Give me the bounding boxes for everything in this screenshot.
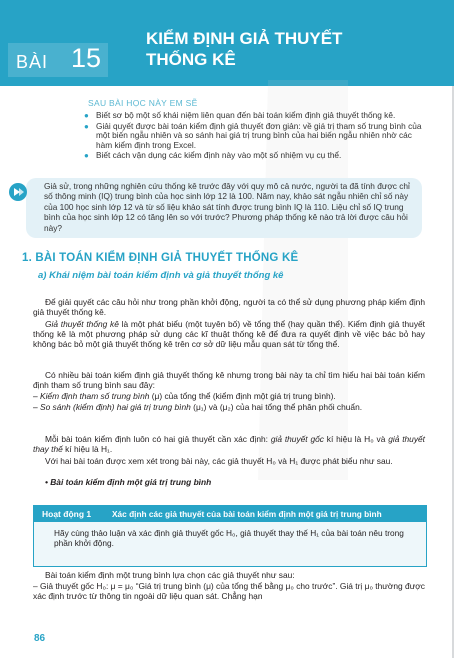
subsection-title: a) Khái niệm bài toán kiểm định và giả thuyết thống kê [38,270,284,281]
paragraph-5 [33,402,425,412]
after-paragraph-1: Bài toán kiểm định một trung bình lựa chọn các giả thuyết như sau: [45,570,295,580]
paragraph-6-text-b: kí hiệu là H₀ và [323,434,389,444]
paragraph-4-text: (μ) của tổng thể (kiểm định một giá trị trung bình). [149,391,336,401]
objective-text: Giải quyết được bài toán kiểm định giả thuyết đơn giản: về giá trị tham số trung bình của một biến ngẫu nhiên và so sánh hai giá trị trung bình của hai biến ngẫu nhiên nhờ các hàm kiểm định trong Excel. [96,120,422,150]
bullet-icon: ● [84,151,89,161]
objective-text: Biết sơ bộ một số khái niệm liên quan đến bài toán kiểm định giả thuyết thống kê. [96,110,396,120]
lesson-title-line1: KIỂM ĐỊNH GIẢ THUYẾT [146,29,343,48]
paragraph-6-text-a: Mỗi bài toán kiểm định luôn có hai giả thuyết cần xác định: [45,434,271,444]
paragraph-3: Có nhiều bài toán kiểm định giả thuyết thống kê nhưng trong bài này ta chỉ tìm hiểu hai bài toán kiểm định tham số trung bình sau đây: [33,370,425,391]
paragraph-5-text: (μ₁) và (μ₂) của hai tổng thể phân phối chuẩn. [190,402,363,412]
warmup-icon [8,182,28,202]
objectives-list [84,111,424,162]
lesson-title [146,28,426,70]
objective-item [84,151,424,161]
section-title: 1. BÀI TOÁN KIỂM ĐỊNH GIẢ THUYẾT THỐNG KÊ [22,252,299,264]
objective-item [84,111,424,121]
objective-item [84,122,424,151]
after-paragraph-2: – Giả thuyết gốc H₀: μ = μ₀ “Giá trị trung bình (μ) của tổng thể bằng μ₀ cho trước”. Giá trị μ₀ thường được xác định trước từ thông tin ngoài dữ liệu quan sát. Chẳng hạn [33,581,425,602]
term-statistical-hypothesis: Giả thuyết thống kê [45,319,119,329]
activity-label: Hoạt động 1 [42,509,92,519]
activity-box [33,505,427,567]
paragraph-4 [33,391,425,401]
term-compare-means: – So sánh (kiểm định) hai giá trị trung bình [33,402,191,412]
bullet-icon: ● [84,121,89,131]
paragraph-2 [33,319,425,350]
objective-text: Biết cách vận dụng các kiểm định này vào một số nhiệm vụ cụ thể. [96,150,342,161]
term-alternative-hypothesis: giả thuyết thay thế [33,434,426,455]
paragraph-2-text: là một phát biểu (một tuyên bố) về tổng thể (hay quần thể). Kiểm định giả thuyết thống kê là một phương pháp sử dụng các kĩ thuật thống kê để đưa ra quyết định về việc bác bỏ hay không bác bỏ một giả thuyết thống kê trên cơ sở dữ liệu mẫu quan sát từ tổng thể. [33,319,425,350]
term-test-mean: – Kiểm định tham số trung bình [33,391,150,401]
bullet-heading: • Bài toán kiểm định một giá trị trung bình [45,477,212,487]
activity-title: Xác định các giả thuyết của bài toán kiểm định một giá trị trung bình [112,509,382,519]
paragraph-6 [33,434,425,454]
bullet-icon: ● [84,111,89,120]
activity-body: Hãy cùng thảo luận và xác định giả thuyết gốc H₀, giả thuyết thay thế H₁ của bài toán nêu trong phần khởi động. [54,528,404,549]
objectives-heading: SAU BÀI HỌC NÀY EM SẼ [88,98,198,108]
lesson-number: 15 [71,43,102,73]
intro-text: Giả sử, trong những nghiên cứu thống kê trước đây với quy mô cả nước, người ta đã tính được chỉ số thông minh (IQ) trung bình của học sinh lớp 12 là 100. Năm nay, khảo sát ngẫu nhiên chỉ số này của 100 học sinh lớp 12 và từ số liệu khảo sát tính được trung bình IQ là 110. Liệu chỉ số IQ trung bình của học sinh lớp 12 có tăng lên so với trước? Phương pháp thống kê nào trả lời được câu hỏi này? [44,181,410,233]
lesson-label: BÀI [16,52,49,72]
paragraph-1: Để giải quyết các câu hỏi như trong phần khởi động, người ta có thể sử dụng phương pháp kiểm định giả thuyết thống kê. [33,297,425,318]
paragraph-7: Với hai bài toán được xem xét trong bài này, các giả thuyết H₀ và H₁ được phát biểu như sau. [45,456,393,466]
lesson-title-line2: THỐNG KÊ [146,50,236,69]
page-number: 86 [34,633,46,644]
paragraph-6-text-c: kí hiệu là H₁. [62,444,113,455]
term-null-hypothesis: giả thuyết gốc [270,434,324,444]
